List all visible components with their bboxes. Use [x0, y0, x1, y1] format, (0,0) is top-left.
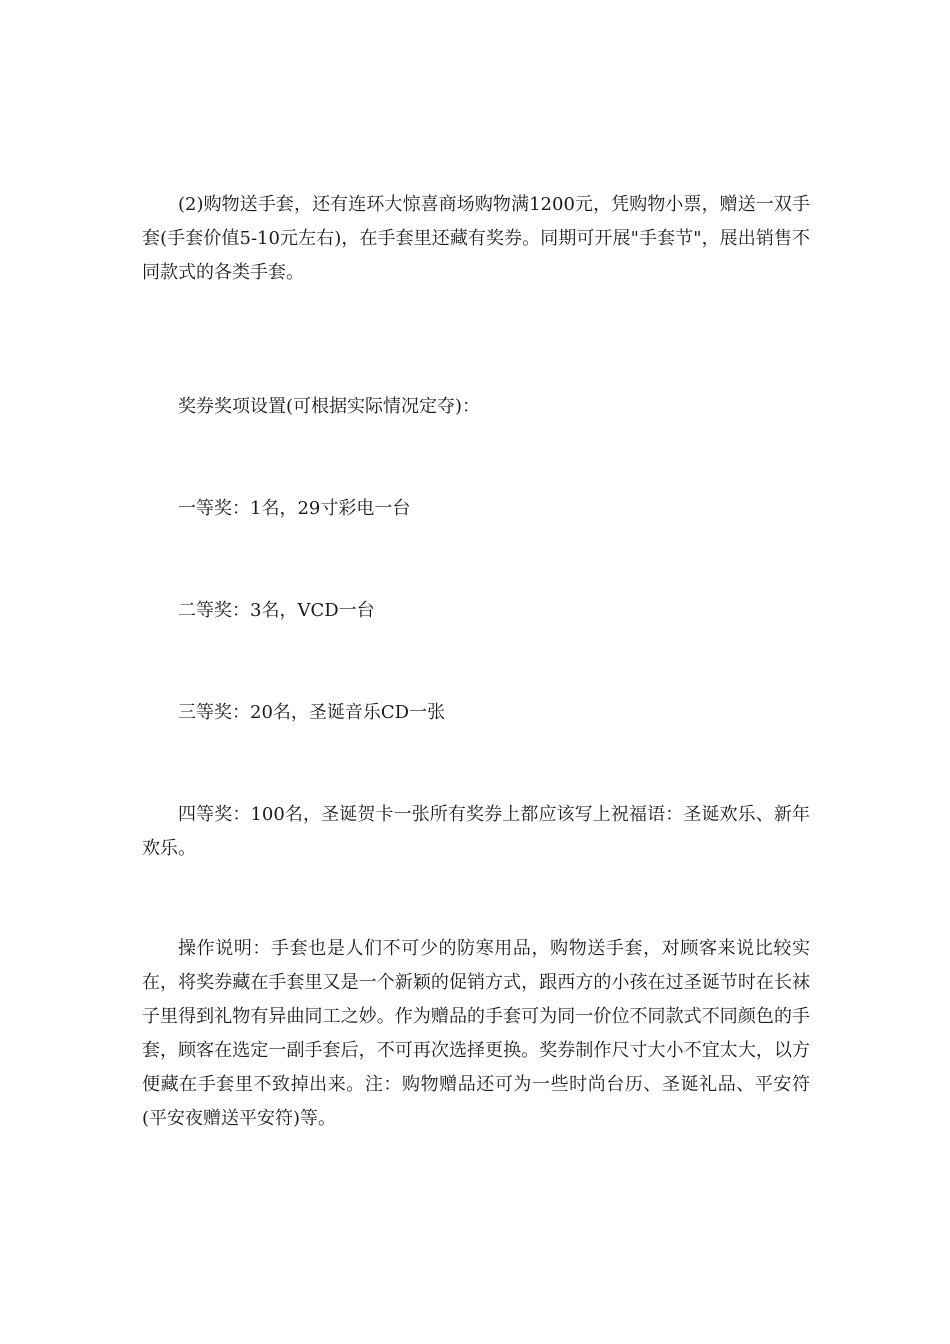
- paragraph-third-prize: 三等奖：20名，圣诞音乐CD一张: [178, 702, 446, 723]
- paragraph-fourth-prize: 四等奖：100名，圣诞贺卡一张所有奖券上都应该写上祝福语：圣诞欢乐、新年欢乐。: [142, 804, 810, 859]
- paragraph-spacer: [142, 628, 810, 696]
- paragraph-second-prize: 二等奖：3名，VCD一台: [178, 600, 375, 621]
- paragraph-spacer: [142, 290, 810, 390]
- paragraph-spacer: [142, 424, 810, 492]
- paragraph-glove-promotion: (2)购物送手套，还有连环大惊喜商场购物满1200元，凭购物小票，赠送一双手套(手套价值5-10元左右)，在手套里还藏有奖券。同期可开展"手套节"，展出销售不同款式的各类手套。: [142, 194, 810, 283]
- paragraph-spacer: [142, 730, 810, 798]
- paragraph-spacer: [142, 866, 810, 932]
- paragraph-prize-setup: 奖券奖项设置(可根据实际情况定夺)：: [178, 396, 481, 417]
- paragraph-first-prize: 一等奖：1名，29寸彩电一台: [178, 498, 411, 519]
- paragraph-operation-notes: 操作说明：手套也是人们不可少的防寒用品，购物送手套，对顾客来说比较实在，将奖券藏在手套里又是一个新颖的促销方式，跟西方的小孩在过圣诞节时在长袜子里得到礼物有异曲同工之妙。作为赠品的手套可为同一价位不同款式不同颜色的手套，顾客在选定一副手套后，不可再次选择更换。奖券制作尺寸大小不宜太大，以方便藏在手套里不致掉出来。注：购物赠品还可为一些时尚台历、圣诞礼品、平安符(平安夜赠送平安符)等。: [142, 938, 810, 1129]
- paragraph-spacer: [142, 526, 810, 594]
- document-body: [142, 188, 810, 1136]
